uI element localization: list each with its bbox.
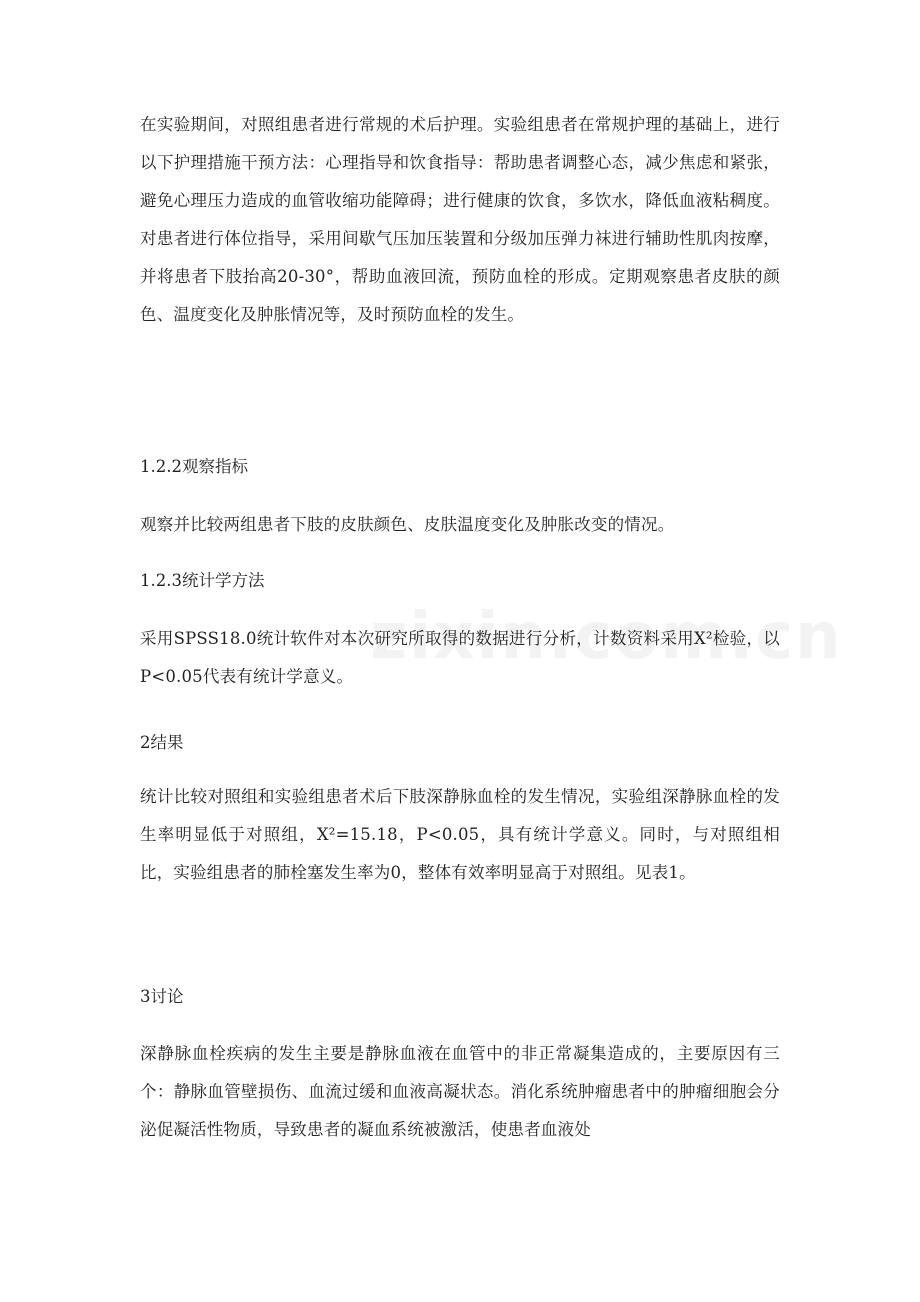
heading-statistical-methods: 1.2.3统计学方法: [140, 571, 265, 590]
heading-results: 2结果: [140, 733, 184, 752]
paragraph-statistics: 采用SPSS18.0统计软件对本次研究所取得的数据进行分析，计数资料采用X²检验，以P<0.05代表有统计学意义。: [140, 629, 780, 686]
paragraph-discussion: 深静脉血栓疾病的发生主要是静脉血液在血管中的非正常凝集造成的，主要原因有三个：静脉血管壁损伤、血流过缓和血液高凝状态。消化系统肿瘤患者中的肿瘤细胞会分泌促凝活性物质，导致患者的凝血系统被激活，使患者血液处: [140, 1044, 780, 1139]
paragraph-nursing-intervention: 在实验期间，对照组患者进行常规的术后护理。实验组患者在常规护理的基础上，进行以下护理措施干预方法：心理指导和饮食指导：帮助患者调整心态，减少焦虑和紧张，避免心理压力造成的血管收缩功能障碍；进行健康的饮食，多饮水，降低血液粘稠度。对患者进行体位指导，采用间歇气压加压装置和分级加压弹力袜进行辅助性肌肉按摩，并将患者下肢抬高20-30°，帮助血液回流，预防血栓的形成。定期观察患者皮肤的颜色、温度变化及肿胀情况等，及时预防血栓的发生。: [140, 115, 780, 324]
heading-observation-indicators: 1.2.2观察指标: [140, 457, 248, 476]
paragraph-results: 统计比较对照组和实验组患者术后下肢深静脉血栓的发生情况，实验组深静脉血栓的发生率明显低于对照组，X²=15.18，P<0.05，具有统计学意义。同时，与对照组相比，实验组患者的肺栓塞发生率为0，整体有效率明显高于对照组。见表1。: [140, 787, 780, 882]
heading-discussion: 3讨论: [140, 987, 184, 1006]
paragraph-observation: 观察并比较两组患者下肢的皮肤颜色、皮肤温度变化及肿胀改变的情况。: [140, 515, 675, 534]
